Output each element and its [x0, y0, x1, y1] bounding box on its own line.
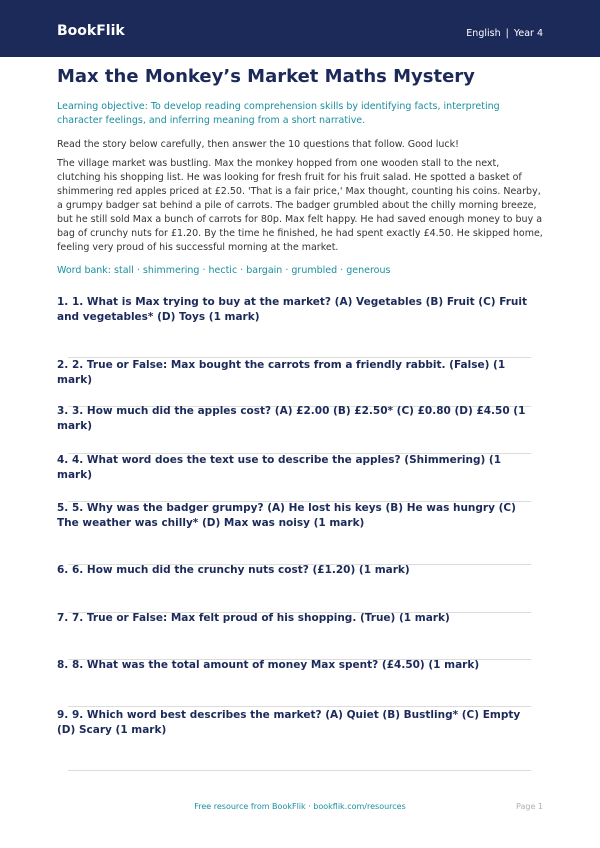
question-item: 3. 3. How much did the apples cost? (A) £2.00 (B) £2.50* (C) £0.80 (D) £4.50 (1 mark): [57, 405, 526, 432]
page-header: [0, 0, 600, 57]
answer-line: [68, 770, 531, 771]
subject-label: English: [466, 28, 501, 39]
question-item: 7. 7. True or False: Max felt proud of his shopping. (True) (1 mark): [57, 612, 450, 624]
worksheet-title: Max the Monkey’s Market Maths Mystery: [57, 66, 475, 87]
footer-credit: Free resource from BookFlik · bookflik.com/resources: [194, 802, 406, 811]
year-label: Year 4: [513, 28, 543, 39]
meta-separator: |: [505, 28, 509, 39]
answer-line: [68, 706, 531, 707]
story-text: The village market was bustling. Max the monkey hopped from one wooden stall to the next, clutching his shopping list. He was looking for fresh fruit for his fruit salad. He spotted a basket of shimmering red apples priced at £2.50. 'That is a fair price,' Max thought, counting his coins. Nearby, a grumpy badger sat behind a pile of carrots. The badger grumbled about the chilly morning breeze, but he still sold Max a bunch of carrots for 80p. Max felt happy. He had saved enough money to buy a bag of crunchy nuts for £1.20. By the time he finished, he had spent exactly £4.50. He skipped home, feeling very proud of his successful morning at the market.: [57, 158, 543, 253]
question-item: 8. 8. What was the total amount of money Max spent? (£4.50) (1 mark): [57, 659, 480, 671]
word-bank: Word bank: stall · shimmering · hectic · bargain · grumbled · generous: [57, 265, 391, 276]
question-item: 2. 2. True or False: Max bought the carrots from a friendly rabbit. (False) (1 mark): [57, 359, 506, 386]
page-number: Page 1: [516, 802, 543, 811]
brand-logo: BookFlik: [57, 23, 125, 39]
question-item: 1. 1. What is Max trying to buy at the market? (A) Vegetables (B) Fruit (C) Fruit and vegetables* (D) Toys (1 mark): [57, 296, 528, 323]
instructions: Read the story below carefully, then answer the 10 questions that follow. Good luck!: [57, 139, 459, 150]
question-item: 5. 5. Why was the badger grumpy? (A) He lost his keys (B) He was hungry (C) The weather was chilly* (D) Max was noisy (1 mark): [57, 502, 516, 529]
question-item: 9. 9. Which word best describes the market? (A) Quiet (B) Bustling* (C) Empty (D) Scary (1 mark): [57, 709, 521, 736]
question-item: 6. 6. How much did the crunchy nuts cost? (£1.20) (1 mark): [57, 564, 410, 576]
subject-year-label: [466, 28, 543, 40]
learning-objective: Learning objective: To develop reading comprehension skills by identifying facts, interpreting character feelings, and inferring meaning from a short narrative.: [57, 101, 500, 126]
question-item: 4. 4. What word does the text use to describe the apples? (Shimmering) (1 mark): [57, 454, 502, 481]
